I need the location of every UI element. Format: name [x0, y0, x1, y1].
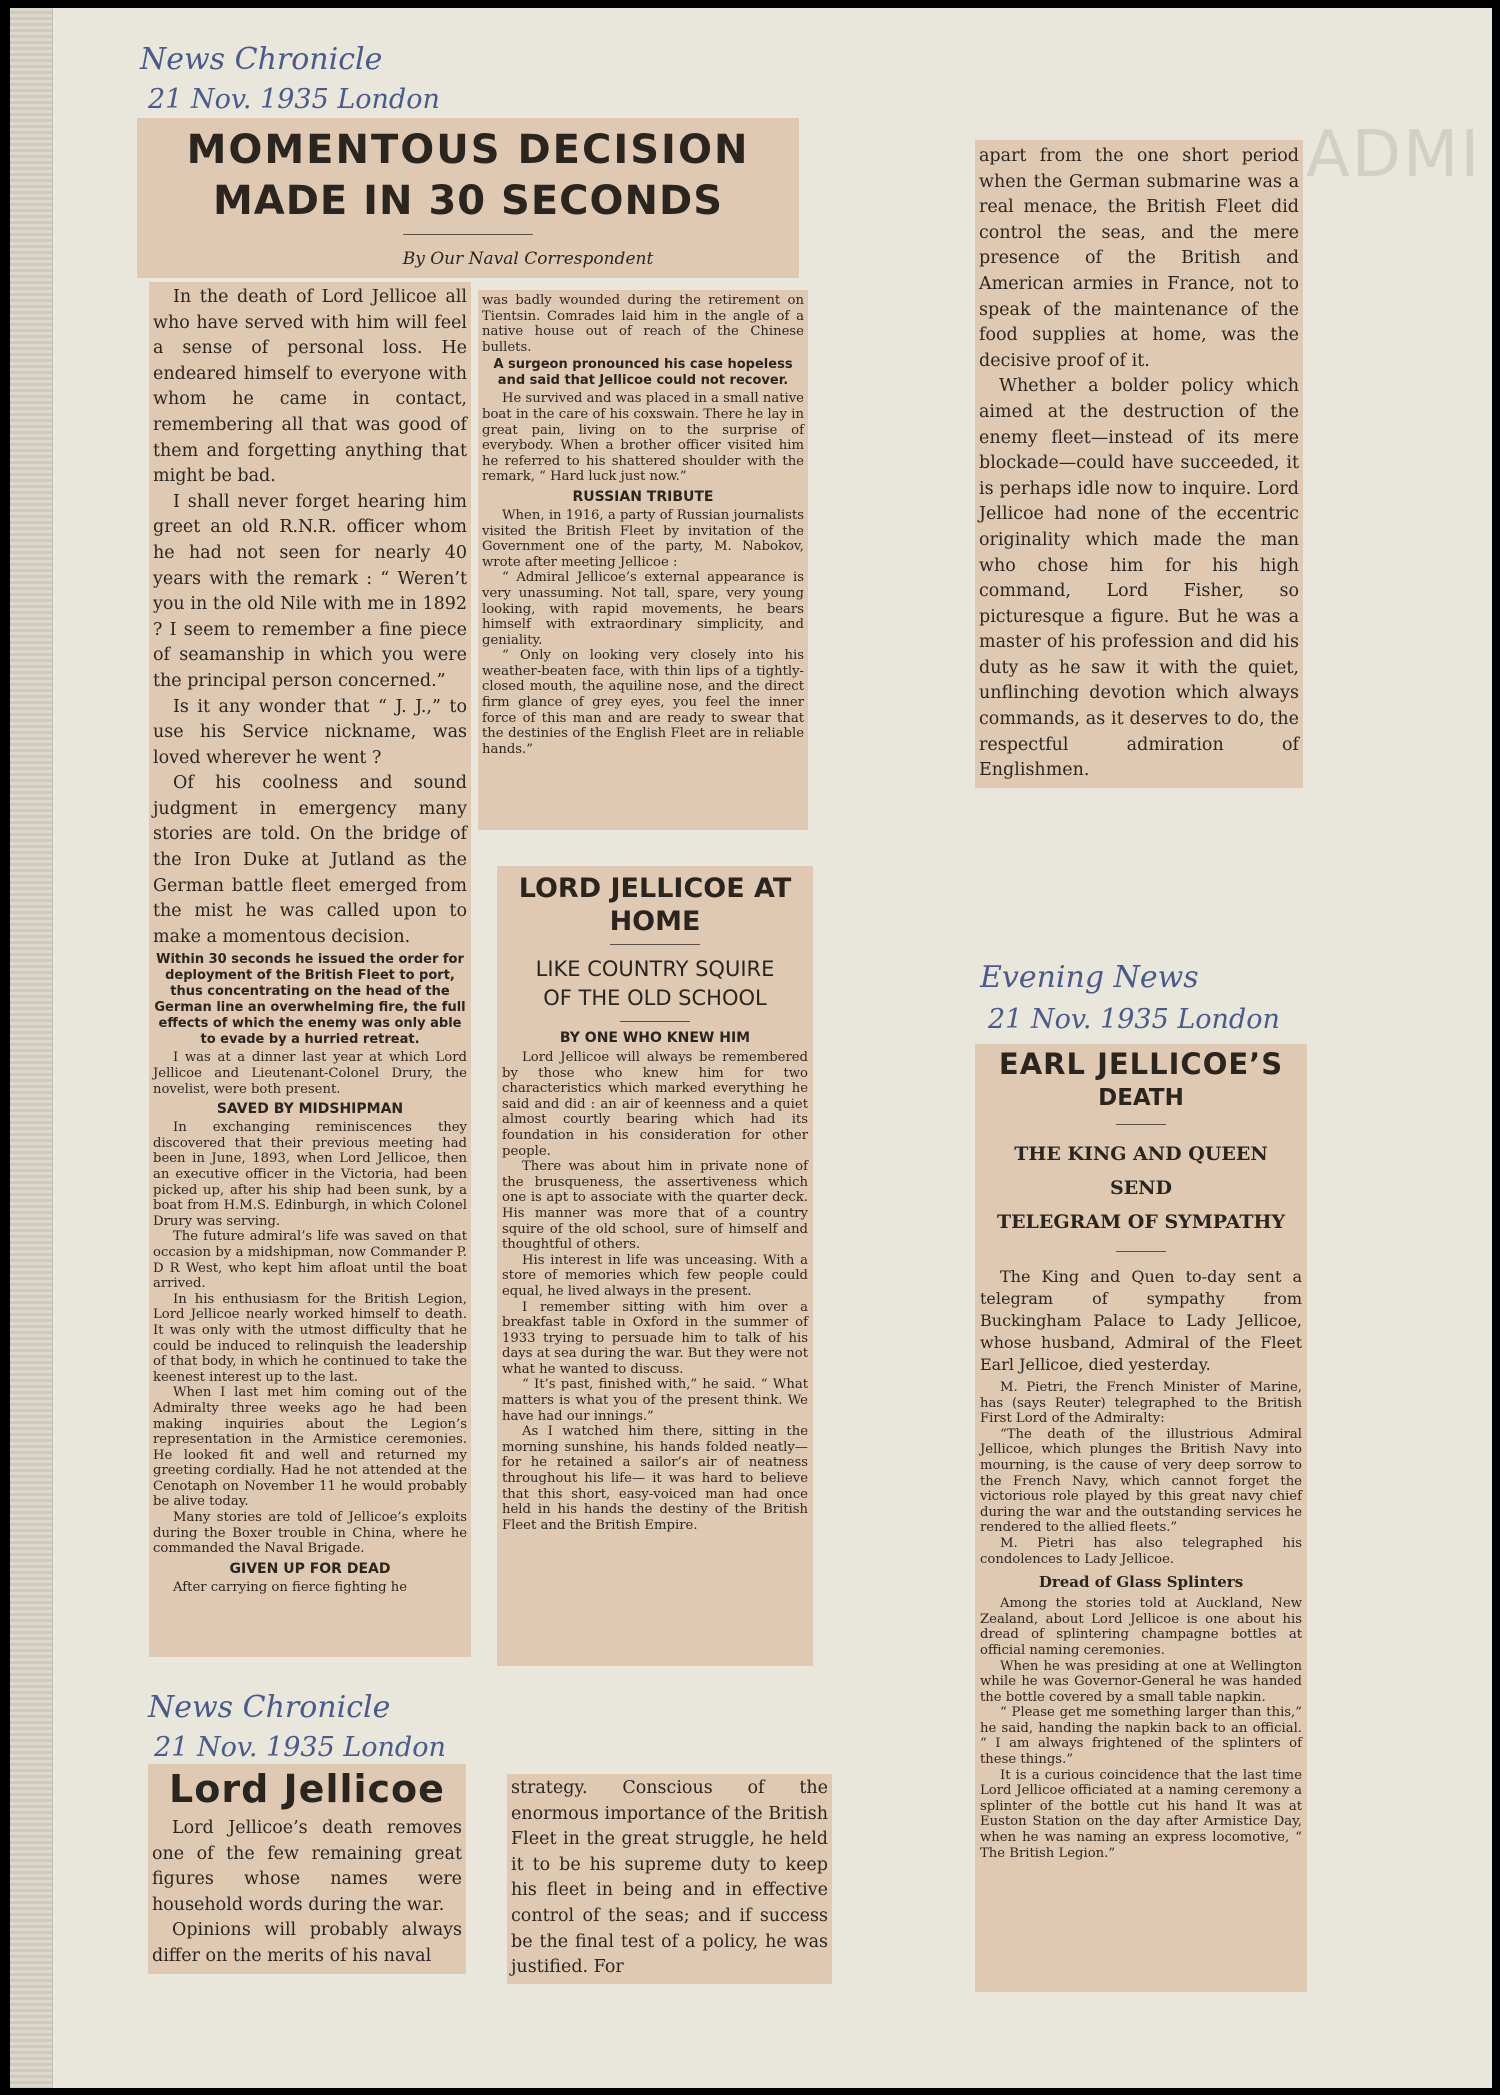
headline: Lord Jellicoe: [169, 1767, 445, 1811]
subheadline-line: OF THE OLD SCHOOL: [543, 986, 767, 1010]
headline-line: MADE IN 30 SECONDS: [212, 178, 724, 224]
paragraph: apart from the one short period when the German submarine was a real menace, the British Fleet did control the seas, and the mere presence of the British and American armies in France, not to speak of the maintenance of the food supplies at home, was the decisive proof of it.: [979, 146, 1299, 371]
article-column: [975, 140, 1303, 788]
paragraph: When he was presiding at one at Wellington while he was Governor-General he was handed the bottle covered by a small table napkin.: [980, 1658, 1302, 1705]
byline: BY ONE WHO KNEW HIM: [559, 1030, 751, 1046]
paragraph: Many stories are told of Jellicoe’s exploits during the Boxer trouble in China, where he commanded the Naval Brigade.: [153, 1510, 467, 1557]
paragraph: “ Only on looking very closely into his weather-beaten face, with thin lips of a tightly-closed mouth, the aquiline nose, and the direct firm glance of grey eyes, you feel the inner force of this man and are ready to swear that the destinies of the English Fleet are in reliable hands.”: [482, 648, 804, 757]
paragraph: He survived and was placed in a small native boat in the care of his coxswain. There he lay in great pain, living on to the surprise of everybody. When a brother officer visited him he referred to his shattered shoulder with the remark, “ Hard luck just now.”: [482, 391, 804, 485]
headline-line: HOME: [609, 906, 701, 937]
paragraph: I was at a dinner last year at which Lord Jellicoe and Lieutenant-Colonel Drury, the novelist, were both present.: [153, 1050, 467, 1097]
handwritten-date-note: 21 Nov. 1935 London: [154, 1732, 446, 1763]
paragraph: was badly wounded during the retirement on Tientsin. Comrades laid him in the angle of a native house out of reach of the Chinese bullets.: [482, 293, 804, 355]
headline-line: EARL JELLICOE’S: [998, 1047, 1284, 1081]
show-through-text: ADMI: [1306, 118, 1482, 192]
subheadline-line: LIKE COUNTRY SQUIRE: [535, 957, 775, 981]
handwritten-source-note: Evening News: [980, 960, 1199, 995]
paragraph: It is a curious coincidence that the last time Lord Jellicoe officiated at a naming ceremony a splinter of the bottle cut his hand It was at Euston Station on the day after Armistice Day, when he was naming an express locomotive, “ The British Legion.”: [980, 1767, 1302, 1861]
paragraph: There was about him in private none of the brusqueness, the assertiveness which one is apt to associate with the quarter deck. His manner was more that of a country squire of the old school, sure of himself and thoughtful of others.: [502, 1159, 808, 1253]
paragraph: Among the stories told at Auckland, New Zealand, about Lord Jellicoe is one about his dread of splintering champagne bottles at official naming ceremonies.: [980, 1596, 1302, 1658]
paragraph: Of his coolness and sound judgment in emergency many stories are told. On the bridge of the Iron Duke at Jutland as the German battle fleet emerged from the mist he was called upon to make a momentous decision.: [153, 773, 467, 947]
rule: [1116, 1124, 1166, 1125]
paragraph: His interest in life was unceasing. With a store of memories which few people could equal, he lived always in the present.: [502, 1252, 808, 1299]
paragraph: M. Pietri, the French Minister of Marine, has (says Reuter) telegraphed to the British First Lord of the Admiralty:: [980, 1380, 1302, 1427]
paragraph: When, in 1916, a party of Russian journalists visited the British Fleet by invitation of the Government one of the party, M. Nabokov, wrote after meeting Jellicoe :: [482, 507, 804, 570]
paragraph: Lord Jellicoe will always be remembered by those who knew him for two characteristics which marked everything he said and did : an air of keenness and a quiet almost courtly bearing which had its foundation in his consideration for other people.: [502, 1050, 808, 1159]
subheading: Dread of Glass Splinters: [1038, 1573, 1244, 1592]
paragraph: When I last met him coming out of the Admiralty three weeks ago he had been making inquiries about the Legion’s representation in the Armistice ceremonies. He looked fit and well and returned my greeting cordially. Had he not attended at the Cenotaph on November 11 he would probably be alive today.: [153, 1385, 467, 1510]
paragraph: “ Admiral Jellicoe’s external appearance is very unassuming. Not tall, spare, very young looking, with rapid movements, he bears himself with extraordinary simplicity, and geniality.: [482, 570, 804, 648]
subheading: RUSSIAN TRIBUTE: [572, 488, 714, 505]
handwritten-date-note: 21 Nov. 1935 London: [148, 84, 440, 115]
bold-paragraph: Within 30 seconds he issued the order for deployment of the British Fleet to port, thus concentrating on the head of the German line an overwhelming fire, the full effects of which the enemy was only able to evade by a hurried retreat.: [154, 952, 466, 1048]
paragraph: strategy. Conscious of the enormous importance of the British Fleet in the great struggle, he held it to be his supreme duty to keep his fleet in being and in effective control of the seas; and if success be the final test of a policy, he was justified. For: [511, 1778, 828, 1978]
paragraph: I remember sitting with him over a breakfast table in Oxford in the summer of 1933 trying to persuade him to talk of his days at sea during the war. But they were not what he wanted to discuss.: [502, 1299, 808, 1377]
subheading: GIVEN UP FOR DEAD: [229, 1560, 391, 1577]
paragraph: “The death of the illustrious Admiral Jellicoe, which plunges the British Navy into mourning, is the cause of very deep sorrow to the French Navy, which cannot forget the victorious role played by this great navy chief during the war and the outstanding services he rendered to the allied fleets.”: [980, 1426, 1302, 1536]
headline-line: LORD JELLICOE AT: [518, 873, 792, 904]
album-binding: [10, 8, 53, 2088]
paragraph: M. Pietri has also telegraphed his condolences to Lady Jellicoe.: [980, 1535, 1302, 1567]
paragraph: In exchanging reminiscences they discovered that their previous meeting had been in June, 1893, when Lord Jellicoe, then an executive officer in the Victoria, had been picked up, after his ship had been sunk, by a boat from H.M.S. Edinburgh, in which Colonel Drury was serving.: [153, 1120, 467, 1229]
subheadline-line: TELEGRAM OF SYMPATHY: [996, 1211, 1286, 1233]
article-column: [478, 290, 808, 830]
paragraph: In the death of Lord Jellicoe all who have served with him will feel a sense of personal loss. He endeared himself to everyone with whom he came in contact, remembering all that was good of them and forgetting anything that might be bad.: [153, 287, 467, 487]
headline-clipping: [137, 118, 799, 278]
paragraph: The future admiral’s life was saved on that occasion by a midshipman, now Commander P. D R West, who kept him afloat until the boat arrived.: [153, 1229, 467, 1292]
rule: [610, 944, 700, 945]
paragraph: Whether a bolder policy which aimed at the destruction of the enemy fleet—instead of its mere blockade—could have succeeded, it is perhaps idle now to inquire. Lord Jellicoe had none of the eccentric originality which made the man who chose him for his high command, Lord Fisher, so picturesque a figure. But he was a master of his profession and did his duty as he saw it with the quiet, unflinching devotion which always commands, as it deserves to do, the respectful admiration of Englishmen.: [979, 376, 1299, 781]
paragraph: Is it any wonder that “ J. J.,” to use his Service nickname, was loved wherever he went ?: [153, 696, 467, 768]
paragraph: Lord Jellicoe’s death removes one of the few remaining great figures whose names were household words during the war.: [152, 1818, 462, 1915]
rule: [403, 234, 533, 235]
article-clipping: [975, 1044, 1307, 1992]
rule: [1116, 1251, 1166, 1252]
subheading: SAVED BY MIDSHIPMAN: [216, 1101, 404, 1118]
bold-paragraph: A surgeon pronounced his case hopeless and said that Jellicoe could not recover.: [493, 357, 793, 389]
paragraph: “ Please get me something larger than this,” he said, handing the napkin back to an official. “ I am always frightened of the splinters of these things.”: [980, 1705, 1302, 1768]
paragraph: The King and Quen to-day sent a telegram of sympathy from Buckingham Palace to Lady Jellicoe, whose husband, Admiral of the Fleet Earl Jellicoe, died yesterday.: [980, 1267, 1302, 1374]
paragraph: In his enthusiasm for the British Legion, Lord Jellicoe nearly worked himself to death. It was only with the utmost difficulty that he could be induced to relinquish the leadership of that body, in which he continued to take the keenest interest up to the last.: [153, 1291, 467, 1385]
subheadline-line: THE KING AND QUEEN SEND: [1014, 1143, 1268, 1199]
article-clipping: [497, 866, 813, 1666]
article-column: [149, 282, 471, 1657]
headline-line: MOMENTOUS DECISION: [186, 127, 750, 173]
paragraph: “ It’s past, finished with,” he said. “ What matters is what you of the present think. We have had our innings.”: [502, 1377, 808, 1424]
paragraph: After carrying on fierce fighting he: [173, 1579, 408, 1595]
headline-line: DEATH: [1098, 1085, 1184, 1111]
handwritten-source-note: News Chronicle: [148, 1690, 391, 1725]
paragraph: As I watched him there, sitting in the morning sunshine, his hands folded neatly—for he retained a sailor’s air of neatness throughout his life— it was hard to believe that this short, easy-voiced man had once held in his hands the destiny of the British Fleet and the British Empire.: [502, 1424, 808, 1533]
rule: [620, 1021, 690, 1022]
article-clipping: [148, 1764, 466, 1974]
paragraph: Opinions will probably always differ on the merits of his naval: [152, 1920, 462, 1966]
handwritten-source-note: News Chronicle: [140, 42, 383, 77]
article-column: [507, 1774, 832, 1984]
byline: By Our Naval Correspondent: [402, 249, 654, 269]
handwritten-date-note: 21 Nov. 1935 London: [988, 1004, 1280, 1035]
paragraph: I shall never forget hearing him greet an old R.N.R. officer whom he had not seen for nearly 40 years with the remark : “ Weren’t you in the old Nile with me in 1892 ? I seem to remember a fine piece of seamanship in which you were the principal person concerned.”: [153, 491, 467, 691]
